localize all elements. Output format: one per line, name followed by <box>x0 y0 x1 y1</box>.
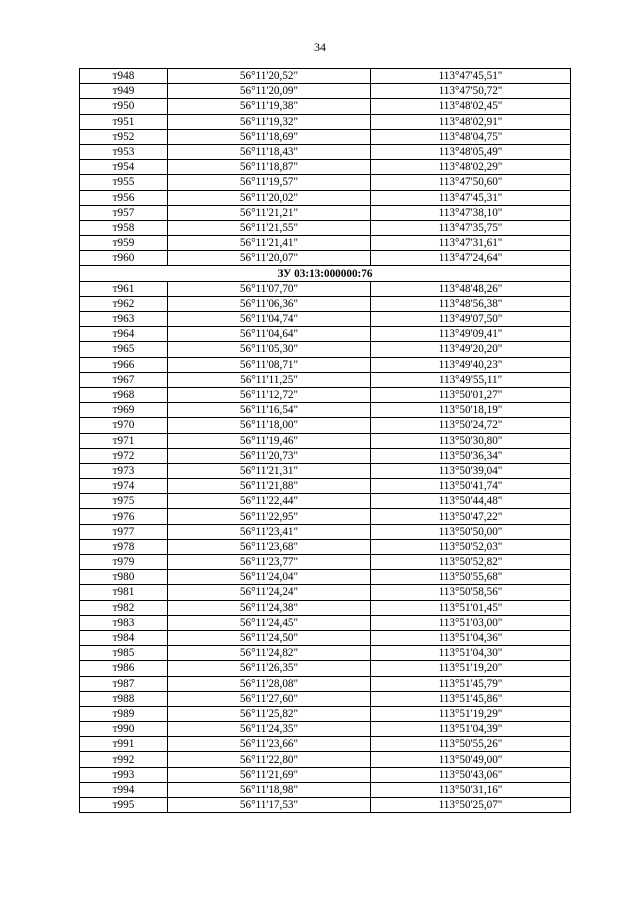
point-id-cell: т963 <box>80 312 168 327</box>
longitude-cell: 113°51'45,86" <box>371 691 571 706</box>
table-row <box>80 69 571 84</box>
longitude-cell: 113°47'45,51" <box>371 69 571 84</box>
table-row <box>80 767 571 782</box>
point-id-cell: т992 <box>80 752 168 767</box>
point-id-cell: т995 <box>80 798 168 813</box>
point-id-cell: т983 <box>80 615 168 630</box>
point-id-cell: т988 <box>80 691 168 706</box>
table-row <box>80 600 571 615</box>
table-row <box>80 737 571 752</box>
table-row <box>80 387 571 402</box>
latitude-cell: 56°11'23,77" <box>168 555 371 570</box>
point-id-cell: т958 <box>80 220 168 235</box>
longitude-cell: 113°49'55,11" <box>371 372 571 387</box>
latitude-cell: 56°11'20,02" <box>168 190 371 205</box>
table-row <box>80 630 571 645</box>
point-id-cell: т993 <box>80 767 168 782</box>
parcel-id-heading: ЗУ 03:13:000000:76 <box>80 266 571 281</box>
latitude-cell: 56°11'23,68" <box>168 539 371 554</box>
table-row <box>80 615 571 630</box>
longitude-cell: 113°50'30,80" <box>371 433 571 448</box>
longitude-cell: 113°51'19,29" <box>371 706 571 721</box>
longitude-cell: 113°48'05,49" <box>371 144 571 159</box>
latitude-cell: 56°11'21,69" <box>168 767 371 782</box>
table-row <box>80 433 571 448</box>
latitude-cell: 56°11'20,73" <box>168 448 371 463</box>
longitude-cell: 113°47'35,75" <box>371 220 571 235</box>
table-row <box>80 509 571 524</box>
point-id-cell: т969 <box>80 403 168 418</box>
point-id-cell: т980 <box>80 570 168 585</box>
table-row <box>80 752 571 767</box>
latitude-cell: 56°11'24,82" <box>168 646 371 661</box>
point-id-cell: т965 <box>80 342 168 357</box>
latitude-cell: 56°11'21,41" <box>168 236 371 251</box>
point-id-cell: т967 <box>80 372 168 387</box>
point-id-cell: т962 <box>80 296 168 311</box>
longitude-cell: 113°50'39,04" <box>371 463 571 478</box>
latitude-cell: 56°11'18,98" <box>168 782 371 797</box>
latitude-cell: 56°11'21,55" <box>168 220 371 235</box>
point-id-cell: т972 <box>80 448 168 463</box>
coordinates-table-body <box>80 69 571 813</box>
latitude-cell: 56°11'19,38" <box>168 99 371 114</box>
point-id-cell: т974 <box>80 479 168 494</box>
point-id-cell: т982 <box>80 600 168 615</box>
table-row <box>80 403 571 418</box>
latitude-cell: 56°11'21,31" <box>168 463 371 478</box>
longitude-cell: 113°48'02,91" <box>371 114 571 129</box>
longitude-cell: 113°50'52,03" <box>371 539 571 554</box>
longitude-cell: 113°47'50,60" <box>371 175 571 190</box>
table-row <box>80 524 571 539</box>
latitude-cell: 56°11'28,08" <box>168 676 371 691</box>
latitude-cell: 56°11'12,72" <box>168 387 371 402</box>
table-row <box>80 114 571 129</box>
longitude-cell: 113°50'36,34" <box>371 448 571 463</box>
point-id-cell: т949 <box>80 84 168 99</box>
point-id-cell: т956 <box>80 190 168 205</box>
table-row <box>80 372 571 387</box>
point-id-cell: т989 <box>80 706 168 721</box>
table-row <box>80 418 571 433</box>
point-id-cell: т950 <box>80 99 168 114</box>
table-row <box>80 782 571 797</box>
table-row <box>80 448 571 463</box>
latitude-cell: 56°11'23,41" <box>168 524 371 539</box>
latitude-cell: 56°11'18,43" <box>168 144 371 159</box>
longitude-cell: 113°51'01,45" <box>371 600 571 615</box>
longitude-cell: 113°47'24,64" <box>371 251 571 266</box>
longitude-cell: 113°50'43,06" <box>371 767 571 782</box>
longitude-cell: 113°51'19,20" <box>371 661 571 676</box>
latitude-cell: 56°11'20,09" <box>168 84 371 99</box>
latitude-cell: 56°11'19,32" <box>168 114 371 129</box>
latitude-cell: 56°11'18,87" <box>168 160 371 175</box>
latitude-cell: 56°11'04,74" <box>168 312 371 327</box>
coordinates-table <box>79 68 571 813</box>
latitude-cell: 56°11'27,60" <box>168 691 371 706</box>
longitude-cell: 113°51'03,00" <box>371 615 571 630</box>
latitude-cell: 56°11'11,25" <box>168 372 371 387</box>
latitude-cell: 56°11'22,44" <box>168 494 371 509</box>
point-id-cell: т951 <box>80 114 168 129</box>
point-id-cell: т964 <box>80 327 168 342</box>
table-row <box>80 691 571 706</box>
table-row <box>80 570 571 585</box>
latitude-cell: 56°11'22,95" <box>168 509 371 524</box>
table-row <box>80 661 571 676</box>
point-id-cell: т954 <box>80 160 168 175</box>
latitude-cell: 56°11'18,00" <box>168 418 371 433</box>
longitude-cell: 113°50'58,56" <box>371 585 571 600</box>
longitude-cell: 113°50'50,00" <box>371 524 571 539</box>
latitude-cell: 56°11'20,07" <box>168 251 371 266</box>
latitude-cell: 56°11'24,35" <box>168 722 371 737</box>
point-id-cell: т979 <box>80 555 168 570</box>
table-row <box>80 555 571 570</box>
point-id-cell: т990 <box>80 722 168 737</box>
longitude-cell: 113°49'07,50" <box>371 312 571 327</box>
latitude-cell: 56°11'21,88" <box>168 479 371 494</box>
longitude-cell: 113°50'01,27" <box>371 387 571 402</box>
point-id-cell: т981 <box>80 585 168 600</box>
point-id-cell: т985 <box>80 646 168 661</box>
point-id-cell: т959 <box>80 236 168 251</box>
longitude-cell: 113°50'52,82" <box>371 555 571 570</box>
table-row <box>80 676 571 691</box>
latitude-cell: 56°11'23,66" <box>168 737 371 752</box>
point-id-cell: т953 <box>80 144 168 159</box>
longitude-cell: 113°49'40,23" <box>371 357 571 372</box>
latitude-cell: 56°11'16,54" <box>168 403 371 418</box>
latitude-cell: 56°11'22,80" <box>168 752 371 767</box>
latitude-cell: 56°11'26,35" <box>168 661 371 676</box>
longitude-cell: 113°50'18,19" <box>371 403 571 418</box>
table-row <box>80 585 571 600</box>
point-id-cell: т975 <box>80 494 168 509</box>
longitude-cell: 113°50'55,68" <box>371 570 571 585</box>
point-id-cell: т968 <box>80 387 168 402</box>
longitude-cell: 113°48'02,45" <box>371 99 571 114</box>
point-id-cell: т991 <box>80 737 168 752</box>
table-row <box>80 144 571 159</box>
point-id-cell: т984 <box>80 630 168 645</box>
latitude-cell: 56°11'21,21" <box>168 205 371 220</box>
table-row <box>80 646 571 661</box>
point-id-cell: т978 <box>80 539 168 554</box>
longitude-cell: 113°48'56,38" <box>371 296 571 311</box>
latitude-cell: 56°11'24,45" <box>168 615 371 630</box>
latitude-cell: 56°11'04,64" <box>168 327 371 342</box>
longitude-cell: 113°47'38,10" <box>371 205 571 220</box>
latitude-cell: 56°11'20,52" <box>168 69 371 84</box>
longitude-cell: 113°50'49,00" <box>371 752 571 767</box>
longitude-cell: 113°48'04,75" <box>371 129 571 144</box>
latitude-cell: 56°11'06,36" <box>168 296 371 311</box>
longitude-cell: 113°51'04,39" <box>371 722 571 737</box>
point-id-cell: т977 <box>80 524 168 539</box>
longitude-cell: 113°50'55,26" <box>371 737 571 752</box>
latitude-cell: 56°11'24,50" <box>168 630 371 645</box>
table-row <box>80 327 571 342</box>
longitude-cell: 113°50'24,72" <box>371 418 571 433</box>
latitude-cell: 56°11'24,38" <box>168 600 371 615</box>
longitude-cell: 113°51'04,36" <box>371 630 571 645</box>
point-id-cell: т994 <box>80 782 168 797</box>
table-row <box>80 798 571 813</box>
longitude-cell: 113°49'20,20" <box>371 342 571 357</box>
table-row <box>80 479 571 494</box>
table-row <box>80 357 571 372</box>
point-id-cell: т973 <box>80 463 168 478</box>
point-id-cell: т970 <box>80 418 168 433</box>
point-id-cell: т966 <box>80 357 168 372</box>
point-id-cell: т957 <box>80 205 168 220</box>
point-id-cell: т987 <box>80 676 168 691</box>
table-row <box>80 220 571 235</box>
longitude-cell: 113°50'47,22" <box>371 509 571 524</box>
longitude-cell: 113°47'45,31" <box>371 190 571 205</box>
table-row <box>80 175 571 190</box>
latitude-cell: 56°11'24,24" <box>168 585 371 600</box>
longitude-cell: 113°50'41,74" <box>371 479 571 494</box>
latitude-cell: 56°11'25,82" <box>168 706 371 721</box>
point-id-cell: т971 <box>80 433 168 448</box>
table-row <box>80 494 571 509</box>
longitude-cell: 113°50'31,16" <box>371 782 571 797</box>
table-row <box>80 463 571 478</box>
table-row <box>80 236 571 251</box>
latitude-cell: 56°11'17,53" <box>168 798 371 813</box>
longitude-cell: 113°50'44,48" <box>371 494 571 509</box>
table-row <box>80 129 571 144</box>
table-row <box>80 160 571 175</box>
longitude-cell: 113°48'02,29" <box>371 160 571 175</box>
table-row <box>80 251 571 266</box>
latitude-cell: 56°11'18,69" <box>168 129 371 144</box>
point-id-cell: т955 <box>80 175 168 190</box>
table-row <box>80 342 571 357</box>
latitude-cell: 56°11'19,46" <box>168 433 371 448</box>
longitude-cell: 113°48'48,26" <box>371 281 571 296</box>
point-id-cell: т960 <box>80 251 168 266</box>
parcel-section-header-row <box>80 266 571 281</box>
point-id-cell: т952 <box>80 129 168 144</box>
point-id-cell: т986 <box>80 661 168 676</box>
point-id-cell: т961 <box>80 281 168 296</box>
table-row <box>80 99 571 114</box>
longitude-cell: 113°47'31,61" <box>371 236 571 251</box>
table-row <box>80 312 571 327</box>
point-id-cell: т948 <box>80 69 168 84</box>
latitude-cell: 56°11'24,04" <box>168 570 371 585</box>
longitude-cell: 113°47'50,72" <box>371 84 571 99</box>
latitude-cell: 56°11'19,57" <box>168 175 371 190</box>
table-row <box>80 84 571 99</box>
table-row <box>80 205 571 220</box>
longitude-cell: 113°49'09,41" <box>371 327 571 342</box>
longitude-cell: 113°51'45,79" <box>371 676 571 691</box>
table-row <box>80 722 571 737</box>
latitude-cell: 56°11'08,71" <box>168 357 371 372</box>
longitude-cell: 113°50'25,07" <box>371 798 571 813</box>
table-row <box>80 281 571 296</box>
longitude-cell: 113°51'04,30" <box>371 646 571 661</box>
latitude-cell: 56°11'05,30" <box>168 342 371 357</box>
latitude-cell: 56°11'07,70" <box>168 281 371 296</box>
table-row <box>80 539 571 554</box>
page-number: 34 <box>314 40 326 54</box>
table-row <box>80 296 571 311</box>
table-row <box>80 706 571 721</box>
table-row <box>80 190 571 205</box>
point-id-cell: т976 <box>80 509 168 524</box>
